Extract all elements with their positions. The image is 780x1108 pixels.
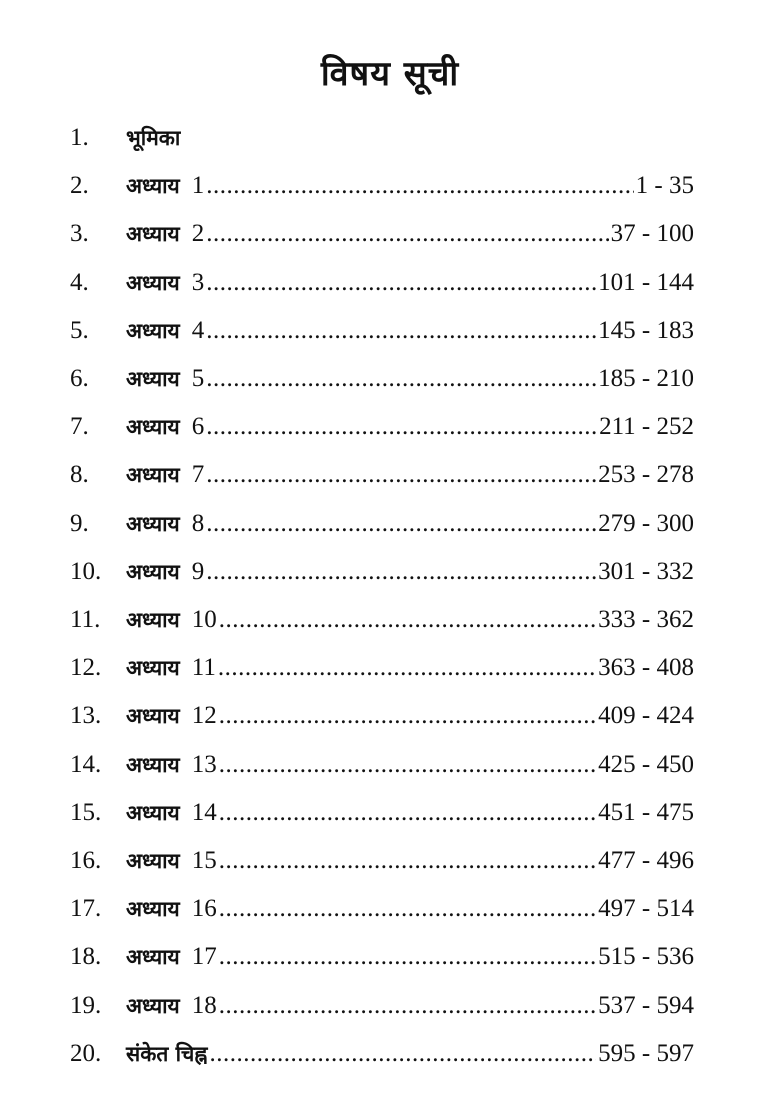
entry-line bbox=[126, 455, 694, 495]
entry-number: 5. bbox=[70, 316, 89, 344]
entry-number: 15. bbox=[70, 798, 102, 826]
entry-line bbox=[126, 166, 694, 206]
toc-entry bbox=[0, 359, 780, 399]
chapter-number: 11 bbox=[191, 654, 216, 682]
entry-label: अध्याय bbox=[126, 367, 180, 391]
page-range: 253 - 278 bbox=[598, 461, 694, 489]
page-range: 363 - 408 bbox=[598, 654, 694, 682]
entry-label: अध्याय bbox=[126, 849, 180, 873]
chapter-number: 2 bbox=[191, 220, 205, 248]
dot-leader bbox=[219, 937, 596, 977]
dot-leader bbox=[219, 889, 596, 929]
dot-leader bbox=[218, 648, 596, 688]
entry-label: अध्याय bbox=[126, 318, 180, 343]
entry-line bbox=[126, 552, 694, 592]
dot-leader bbox=[219, 745, 596, 785]
toc-entry bbox=[0, 648, 780, 688]
page-range: 101 - 144 bbox=[598, 268, 694, 296]
entry-line bbox=[126, 407, 694, 447]
page-range: 477 - 496 bbox=[598, 847, 694, 874]
entry-label: अध्याय bbox=[126, 752, 180, 777]
chapter-number: 5 bbox=[191, 365, 205, 392]
toc-entry bbox=[0, 118, 780, 158]
entry-number: 20. bbox=[70, 1039, 102, 1067]
page-range: 333 - 362 bbox=[598, 606, 694, 633]
dot-leader bbox=[206, 552, 596, 592]
page-range: 211 - 252 bbox=[599, 413, 694, 441]
entry-number: 2. bbox=[70, 172, 89, 200]
entry-line bbox=[126, 1034, 694, 1074]
dot-leader bbox=[209, 1034, 596, 1074]
page-range: 279 - 300 bbox=[598, 509, 694, 537]
chapter-number: 8 bbox=[191, 509, 205, 537]
entry-number: 12. bbox=[70, 654, 102, 682]
entry-number: 8. bbox=[70, 461, 89, 489]
entry-label: अध्याय bbox=[126, 222, 180, 247]
entry-label: अध्याय bbox=[126, 608, 180, 632]
entry-line bbox=[126, 937, 694, 977]
toc-entry bbox=[0, 600, 780, 640]
entry-number: 1. bbox=[70, 124, 89, 151]
entry-number: 6. bbox=[70, 365, 89, 392]
entry-number: 18. bbox=[70, 943, 102, 971]
chapter-number: 10 bbox=[191, 606, 217, 633]
entry-number: 4. bbox=[70, 268, 89, 296]
chapter-number: 3 bbox=[191, 268, 205, 296]
toc-entry bbox=[0, 793, 780, 833]
entry-label: अध्याय bbox=[126, 704, 180, 729]
entry-number: 9. bbox=[70, 509, 89, 537]
dot-leader bbox=[219, 841, 596, 881]
dot-leader bbox=[206, 359, 596, 399]
chapter-number: 16 bbox=[191, 895, 217, 923]
toc-entry bbox=[0, 986, 780, 1026]
entry-line bbox=[126, 311, 694, 351]
entry-label: अध्याय bbox=[126, 993, 180, 1018]
dot-leader bbox=[219, 696, 596, 736]
page-range: 409 - 424 bbox=[598, 702, 694, 730]
chapter-number: 7 bbox=[191, 461, 205, 489]
page-range: 425 - 450 bbox=[598, 750, 694, 778]
entry-line bbox=[126, 600, 694, 640]
entry-number: 16. bbox=[70, 847, 102, 874]
page-range: 301 - 332 bbox=[598, 557, 694, 585]
toc-entry bbox=[0, 214, 780, 254]
entry-label: अध्याय bbox=[126, 559, 180, 584]
entry-number: 10. bbox=[70, 557, 102, 585]
toc-entry bbox=[0, 745, 780, 785]
entry-line bbox=[126, 118, 694, 158]
entry-line bbox=[126, 359, 694, 399]
entry-line bbox=[126, 889, 694, 929]
chapter-number: 15 bbox=[191, 847, 217, 874]
page-range: 515 - 536 bbox=[598, 943, 694, 971]
entry-line bbox=[126, 263, 694, 303]
entry-line bbox=[126, 214, 694, 254]
chapter-number: 9 bbox=[191, 557, 205, 585]
chapter-number: 13 bbox=[191, 750, 217, 778]
dot-leader bbox=[219, 986, 596, 1026]
entry-label: अध्याय bbox=[126, 945, 180, 970]
entry-number: 7. bbox=[70, 413, 89, 441]
entry-number: 13. bbox=[70, 702, 102, 730]
entry-line bbox=[126, 986, 694, 1026]
entry-number: 17. bbox=[70, 895, 102, 923]
entry-number: 14. bbox=[70, 750, 102, 778]
entry-line bbox=[126, 793, 694, 833]
toc-entry bbox=[0, 455, 780, 495]
entry-label: अध्याय bbox=[126, 415, 180, 440]
page-title: विषय सूची bbox=[320, 54, 460, 94]
entry-label: अध्याय bbox=[126, 511, 180, 536]
chapter-number: 12 bbox=[191, 702, 217, 730]
entry-label: भूमिका bbox=[126, 126, 181, 150]
entry-label: अध्याय bbox=[126, 656, 180, 681]
chapter-number: 18 bbox=[191, 991, 217, 1019]
page-range: 451 - 475 bbox=[598, 798, 694, 826]
entry-line bbox=[126, 841, 694, 881]
dot-leader bbox=[206, 311, 596, 351]
entry-number: 11. bbox=[70, 606, 101, 633]
dot-leader bbox=[206, 214, 608, 254]
dot-leader bbox=[206, 407, 597, 447]
toc-entry bbox=[0, 166, 780, 206]
toc-entry bbox=[0, 937, 780, 977]
dot-leader bbox=[206, 455, 596, 495]
entry-number: 19. bbox=[70, 991, 102, 1019]
chapter-number: 6 bbox=[191, 413, 205, 441]
entry-label: अध्याय bbox=[126, 897, 180, 922]
entry-label: अध्याय bbox=[126, 463, 180, 488]
entry-number: 3. bbox=[70, 220, 89, 248]
entry-label: अध्याय bbox=[126, 800, 180, 825]
entry-line bbox=[126, 745, 694, 785]
chapter-number: 1 bbox=[191, 172, 205, 200]
entry-label: अध्याय bbox=[126, 270, 180, 295]
dot-leader bbox=[219, 793, 596, 833]
toc-entry bbox=[0, 1034, 780, 1074]
entry-line bbox=[126, 648, 694, 688]
chapter-number: 14 bbox=[191, 798, 217, 826]
entry-line bbox=[126, 504, 694, 544]
chapter-number: 4 bbox=[191, 316, 205, 344]
toc-entry bbox=[0, 841, 780, 881]
entry-label: अध्याय bbox=[126, 174, 180, 199]
dot-leader bbox=[206, 166, 633, 206]
entry-line bbox=[126, 696, 694, 736]
toc-entry bbox=[0, 263, 780, 303]
dot-leader bbox=[206, 263, 596, 303]
page-range: 145 - 183 bbox=[598, 316, 694, 344]
toc-entry bbox=[0, 696, 780, 736]
page-range: 1 - 35 bbox=[635, 172, 694, 200]
toc-entry bbox=[0, 311, 780, 351]
toc-entry bbox=[0, 552, 780, 592]
page-range: 37 - 100 bbox=[610, 220, 694, 248]
entry-label: संकेत चिह्न bbox=[126, 1041, 208, 1066]
dot-leader bbox=[206, 504, 596, 544]
page-range: 497 - 514 bbox=[598, 895, 694, 923]
chapter-number: 17 bbox=[191, 943, 217, 971]
toc-entry bbox=[0, 504, 780, 544]
dot-leader bbox=[219, 600, 596, 640]
toc-entry bbox=[0, 889, 780, 929]
page-range: 537 - 594 bbox=[598, 991, 694, 1019]
page-range: 185 - 210 bbox=[598, 365, 694, 392]
toc-entry bbox=[0, 407, 780, 447]
page-range: 595 - 597 bbox=[598, 1039, 694, 1067]
